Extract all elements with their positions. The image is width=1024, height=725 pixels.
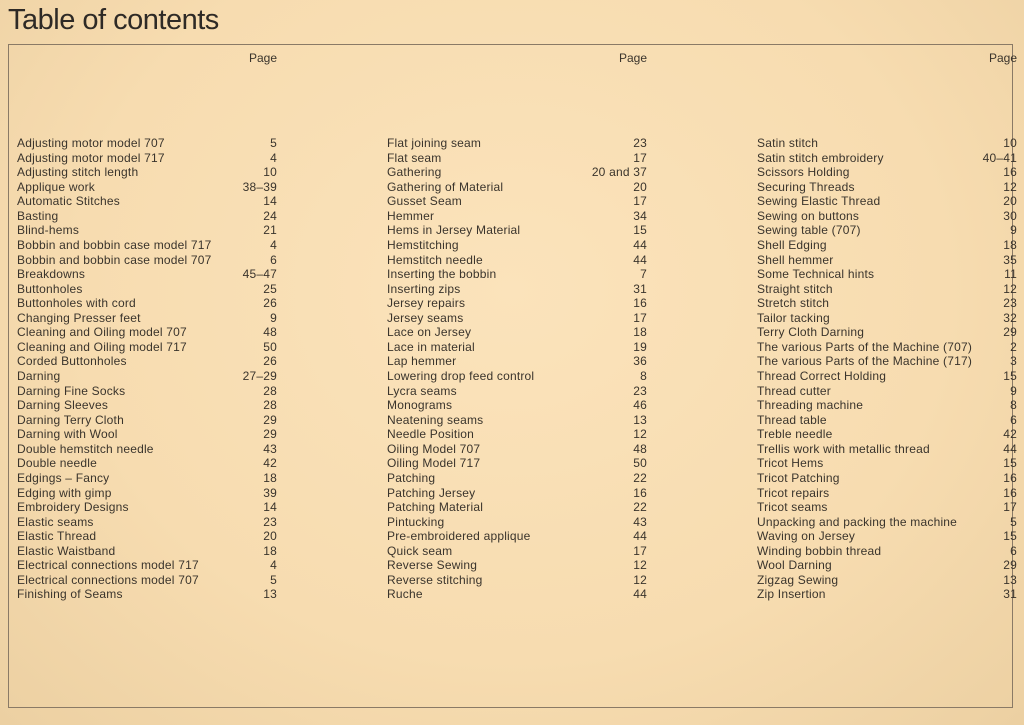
toc-entry-page: 2 bbox=[1010, 339, 1017, 354]
toc-entry-label: Gathering bbox=[387, 165, 442, 180]
toc-entry bbox=[17, 151, 277, 166]
toc-entry-page: 12 bbox=[633, 572, 647, 587]
toc-entry bbox=[387, 151, 647, 166]
toc-entry bbox=[17, 165, 277, 180]
toc-entry bbox=[757, 587, 1017, 602]
toc-entry-label: Pintucking bbox=[387, 514, 445, 529]
toc-entry-label: Inserting the bobbin bbox=[387, 267, 497, 282]
toc-entry-label: Darning bbox=[17, 369, 61, 383]
toc-entry-page: 20 bbox=[263, 529, 277, 544]
toc-entry bbox=[757, 209, 1017, 224]
toc-entry-label: Zip Insertion bbox=[757, 587, 826, 602]
toc-entry bbox=[757, 282, 1017, 297]
toc-entry bbox=[757, 500, 1017, 515]
toc-entry-page: 29 bbox=[1003, 325, 1017, 340]
toc-entry bbox=[387, 209, 647, 224]
toc-entry bbox=[17, 384, 277, 399]
toc-entry bbox=[17, 340, 277, 355]
toc-entry-label: Elastic seams bbox=[17, 514, 94, 529]
toc-entry-label: Neatening seams bbox=[387, 412, 484, 427]
toc-entry-page: 4 bbox=[270, 558, 277, 573]
toc-entry bbox=[757, 369, 1017, 384]
toc-entry-label: Stretch stitch bbox=[757, 296, 830, 311]
toc-entry bbox=[387, 486, 647, 501]
toc-entry bbox=[757, 486, 1017, 501]
toc-entry bbox=[17, 282, 277, 297]
toc-entry-page: 31 bbox=[633, 281, 647, 296]
toc-entry bbox=[387, 311, 647, 326]
toc-entry bbox=[387, 180, 647, 195]
toc-entry bbox=[17, 267, 277, 282]
toc-entry-label: Electrical connections model 717 bbox=[17, 558, 199, 573]
toc-entry-page: 17 bbox=[633, 150, 647, 165]
toc-entry-page: 18 bbox=[263, 470, 277, 485]
toc-entry-page: 8 bbox=[1010, 398, 1017, 413]
toc-entry-label: Waving on Jersey bbox=[757, 529, 856, 544]
toc-entry-label: Monograms bbox=[387, 398, 453, 413]
toc-entry-page: 17 bbox=[1003, 500, 1017, 515]
toc-entry-label: Edging with gimp bbox=[17, 485, 112, 500]
toc-entry-page: 6 bbox=[270, 252, 277, 267]
toc-entry-label: Patching Material bbox=[387, 500, 484, 515]
toc-entry bbox=[17, 325, 277, 340]
toc-entry-label: Blind-hems bbox=[17, 223, 80, 238]
toc-entry bbox=[17, 238, 277, 253]
toc-entry-label: Breakdowns bbox=[17, 267, 86, 282]
toc-entry-label: Adjusting motor model 707 bbox=[17, 136, 165, 150]
toc-entry bbox=[757, 529, 1017, 544]
toc-entry bbox=[757, 180, 1017, 195]
toc-entry-label: Double hemstitch needle bbox=[17, 441, 154, 456]
toc-entry bbox=[757, 471, 1017, 486]
toc-entry-page: 18 bbox=[1003, 237, 1017, 252]
toc-entry-label: Scissors Holding bbox=[757, 165, 850, 180]
toc-entry-label: Ruche bbox=[387, 587, 423, 602]
toc-entry-label: Darning Fine Socks bbox=[17, 383, 126, 398]
toc-entry-page: 6 bbox=[1010, 412, 1017, 427]
toc-entry-label: Bobbin and bobbin case model 717 bbox=[17, 237, 212, 252]
page-title: Table of contents bbox=[8, 4, 219, 36]
toc-entry-page: 13 bbox=[263, 587, 277, 602]
toc-entry-label: Sewing Elastic Thread bbox=[757, 194, 881, 209]
toc-entry-label: Securing Threads bbox=[757, 179, 855, 194]
contents-frame bbox=[8, 44, 1017, 708]
toc-entry-page: 20 bbox=[1003, 194, 1017, 209]
toc-entry-page: 11 bbox=[1004, 267, 1017, 282]
entry-list bbox=[17, 136, 277, 602]
toc-entry-label: Flat joining seam bbox=[387, 136, 482, 150]
toc-entry bbox=[757, 573, 1017, 588]
toc-entry bbox=[17, 456, 277, 471]
toc-entry bbox=[387, 398, 647, 413]
toc-entry-label: Jersey seams bbox=[387, 310, 464, 325]
toc-entry bbox=[17, 515, 277, 530]
toc-entry bbox=[757, 515, 1017, 530]
toc-entry-label: Tailor tacking bbox=[757, 310, 830, 325]
toc-entry-label: Cleaning and Oiling model 717 bbox=[17, 339, 187, 354]
toc-entry-label: Sewing on buttons bbox=[757, 208, 860, 223]
toc-entry-label: Quick seam bbox=[387, 543, 453, 558]
toc-entry-page: 15 bbox=[1003, 369, 1017, 383]
toc-entry-label: Terry Cloth Darning bbox=[757, 325, 865, 340]
toc-entry-label: Hems in Jersey Material bbox=[387, 223, 521, 238]
toc-entry-page: 16 bbox=[1003, 165, 1017, 180]
toc-entry-label: Buttonholes with cord bbox=[17, 296, 136, 311]
toc-entry bbox=[387, 515, 647, 530]
toc-entry bbox=[757, 442, 1017, 457]
toc-entry-label: Threading machine bbox=[757, 398, 864, 413]
toc-entry bbox=[757, 194, 1017, 209]
toc-entry bbox=[17, 209, 277, 224]
toc-entry bbox=[757, 427, 1017, 442]
toc-entry bbox=[17, 253, 277, 268]
toc-entry-page: 29 bbox=[1003, 558, 1017, 573]
toc-entry-label: The various Parts of the Machine (717) bbox=[757, 354, 973, 369]
toc-entry-label: Sewing table (707) bbox=[757, 223, 861, 238]
toc-entry bbox=[757, 325, 1017, 340]
toc-entry-page: 25 bbox=[263, 281, 277, 296]
toc-entry-label: Double needle bbox=[17, 456, 97, 471]
toc-entry bbox=[387, 442, 647, 457]
toc-entry-label: Edgings – Fancy bbox=[17, 470, 110, 485]
toc-entry-label: Zigzag Sewing bbox=[757, 572, 839, 587]
toc-entry bbox=[757, 456, 1017, 471]
toc-entry-label: Gathering of Material bbox=[387, 179, 504, 194]
toc-entry-label: Pre-embroidered applique bbox=[387, 529, 531, 544]
toc-entry bbox=[757, 223, 1017, 238]
toc-entry-page: 43 bbox=[263, 441, 277, 456]
toc-entry bbox=[17, 558, 277, 573]
toc-entry bbox=[387, 136, 647, 151]
toc-entry bbox=[387, 529, 647, 544]
toc-entry-page: 31 bbox=[1003, 587, 1017, 602]
toc-entry-page: 12 bbox=[633, 558, 647, 573]
toc-entry-label: Adjusting motor model 717 bbox=[17, 150, 165, 165]
toc-entry bbox=[17, 180, 277, 195]
contents-column-1 bbox=[17, 45, 277, 707]
toc-entry-label: Corded Buttonholes bbox=[17, 354, 127, 369]
toc-entry bbox=[387, 384, 647, 399]
toc-entry bbox=[387, 471, 647, 486]
toc-entry-page: 15 bbox=[1003, 529, 1017, 544]
toc-entry-page: 50 bbox=[263, 339, 277, 354]
toc-entry bbox=[17, 587, 277, 602]
toc-entry-page: 44 bbox=[633, 587, 647, 602]
toc-entry-page: 3 bbox=[1010, 354, 1017, 369]
toc-entry-page: 30 bbox=[1003, 208, 1017, 223]
page-column-header: Page bbox=[618, 51, 647, 65]
toc-entry-label: Straight stitch bbox=[757, 281, 833, 296]
toc-entry bbox=[387, 500, 647, 515]
toc-entry-page: 19 bbox=[633, 339, 647, 354]
toc-entry bbox=[757, 544, 1017, 559]
toc-entry bbox=[387, 573, 647, 588]
toc-entry-label: Elastic Thread bbox=[17, 529, 97, 544]
toc-entry-page: 12 bbox=[633, 427, 647, 442]
toc-entry-page: 29 bbox=[263, 412, 277, 427]
toc-entry-label: Shell hemmer bbox=[757, 252, 834, 267]
toc-entry bbox=[387, 413, 647, 428]
toc-entry-label: Tricot repairs bbox=[757, 485, 830, 500]
toc-entry bbox=[17, 573, 277, 588]
toc-entry-page: 28 bbox=[263, 398, 277, 413]
toc-entry-label: Applique work bbox=[17, 179, 95, 194]
toc-entry-label: Tricot Hems bbox=[757, 456, 824, 471]
toc-entry bbox=[387, 354, 647, 369]
toc-entry-page: 36 bbox=[633, 354, 647, 369]
toc-entry-label: Gusset Seam bbox=[387, 194, 462, 209]
toc-entry bbox=[17, 136, 277, 151]
toc-entry-label: Lycra seams bbox=[387, 383, 457, 398]
page-column-header: Page bbox=[248, 51, 277, 65]
toc-entry bbox=[387, 194, 647, 209]
toc-entry-label: Darning with Wool bbox=[17, 427, 118, 442]
toc-entry-page: 5 bbox=[1010, 514, 1017, 529]
toc-entry-page: 23 bbox=[1003, 296, 1017, 311]
toc-entry-page: 26 bbox=[263, 296, 277, 311]
toc-entry-page: 44 bbox=[1003, 441, 1017, 456]
toc-entry-label: Reverse Sewing bbox=[387, 558, 478, 573]
toc-entry-page: 48 bbox=[263, 325, 277, 340]
toc-entry bbox=[387, 325, 647, 340]
toc-entry-label: Darning Terry Cloth bbox=[17, 412, 124, 427]
toc-entry-page: 23 bbox=[633, 136, 647, 150]
toc-entry-label: Oiling Model 707 bbox=[387, 441, 481, 456]
toc-entry bbox=[757, 558, 1017, 573]
toc-entry-page: 14 bbox=[263, 500, 277, 515]
toc-entry-label: Tricot Patching bbox=[757, 470, 840, 485]
toc-entry bbox=[387, 165, 647, 180]
toc-entry-page: 42 bbox=[263, 456, 277, 471]
toc-entry-page: 44 bbox=[633, 529, 647, 544]
toc-entry-page: 8 bbox=[640, 369, 647, 383]
toc-entry-page: 39 bbox=[263, 485, 277, 500]
toc-entry-page: 18 bbox=[633, 325, 647, 340]
toc-entry-label: Electrical connections model 707 bbox=[17, 572, 199, 587]
toc-entry-page: 15 bbox=[633, 223, 647, 238]
toc-entry-page: 14 bbox=[263, 194, 277, 209]
toc-entry bbox=[757, 398, 1017, 413]
toc-entry-page: 16 bbox=[633, 296, 647, 311]
toc-entry bbox=[757, 296, 1017, 311]
toc-entry-page: 50 bbox=[633, 456, 647, 471]
toc-entry bbox=[387, 544, 647, 559]
toc-entry-label: Flat seam bbox=[387, 150, 442, 165]
toc-entry-label: Basting bbox=[17, 208, 59, 223]
toc-entry-page: 9 bbox=[1010, 223, 1017, 238]
toc-entry-page: 27–29 bbox=[242, 369, 277, 383]
toc-entry-page: 6 bbox=[1010, 543, 1017, 558]
toc-entry-label: Adjusting stitch length bbox=[17, 165, 139, 180]
toc-entry-label: Trellis work with metallic thread bbox=[757, 441, 930, 456]
toc-entry-label: Thread cutter bbox=[757, 383, 831, 398]
toc-entry bbox=[757, 267, 1017, 282]
toc-entry bbox=[387, 369, 647, 384]
toc-entry-label: Satin stitch embroidery bbox=[757, 150, 884, 165]
toc-entry-page: 17 bbox=[633, 310, 647, 325]
toc-entry bbox=[757, 165, 1017, 180]
toc-entry-label: Winding bobbin thread bbox=[757, 543, 882, 558]
toc-entry-page: 5 bbox=[270, 572, 277, 587]
toc-entry bbox=[757, 136, 1017, 151]
toc-entry-label: Inserting zips bbox=[387, 281, 461, 296]
toc-entry-page: 20 and 37 bbox=[591, 165, 647, 180]
toc-entry bbox=[387, 253, 647, 268]
toc-entry bbox=[757, 340, 1017, 355]
toc-entry-page: 46 bbox=[633, 398, 647, 413]
toc-entry-page: 16 bbox=[633, 485, 647, 500]
toc-entry-label: Thread Correct Holding bbox=[757, 369, 887, 383]
toc-entry-label: Unpacking and packing the machine bbox=[757, 514, 958, 529]
toc-entry bbox=[757, 238, 1017, 253]
toc-entry-page: 29 bbox=[263, 427, 277, 442]
toc-entry-label: Hemstitching bbox=[387, 237, 459, 252]
toc-entry-page: 32 bbox=[1003, 310, 1017, 325]
toc-entry bbox=[17, 500, 277, 515]
toc-entry-label: Thread table bbox=[757, 412, 827, 427]
toc-entry-label: The various Parts of the Machine (707) bbox=[757, 339, 973, 354]
toc-entry bbox=[387, 238, 647, 253]
toc-entry bbox=[17, 354, 277, 369]
toc-entry-page: 21 bbox=[263, 223, 277, 238]
toc-entry-page: 12 bbox=[1003, 179, 1017, 194]
toc-entry-page: 24 bbox=[263, 208, 277, 223]
toc-entry-page: 43 bbox=[633, 514, 647, 529]
toc-entry bbox=[757, 311, 1017, 326]
toc-entry bbox=[17, 544, 277, 559]
contents-column-3 bbox=[757, 45, 1017, 707]
toc-entry bbox=[387, 456, 647, 471]
toc-entry-page: 45–47 bbox=[242, 267, 277, 282]
toc-entry-page: 35 bbox=[1003, 252, 1017, 267]
toc-entry-page: 22 bbox=[633, 500, 647, 515]
toc-entry-label: Darning Sleeves bbox=[17, 398, 109, 413]
toc-entry-page: 16 bbox=[1003, 485, 1017, 500]
toc-entry bbox=[17, 529, 277, 544]
toc-entry-label: Lowering drop feed control bbox=[387, 369, 535, 383]
toc-entry-page: 42 bbox=[1003, 427, 1017, 442]
toc-entry-label: Wool Darning bbox=[757, 558, 832, 573]
toc-entry bbox=[17, 311, 277, 326]
toc-entry-page: 7 bbox=[640, 267, 647, 282]
toc-entry-page: 17 bbox=[633, 194, 647, 209]
toc-entry-label: Elastic Waistband bbox=[17, 543, 116, 558]
toc-entry bbox=[17, 369, 277, 384]
toc-entry-page: 13 bbox=[1003, 572, 1017, 587]
toc-entry-page: 4 bbox=[270, 150, 277, 165]
toc-entry-label: Jersey repairs bbox=[387, 296, 466, 311]
toc-entry bbox=[757, 253, 1017, 268]
toc-entry bbox=[17, 413, 277, 428]
toc-entry-label: Lace on Jersey bbox=[387, 325, 472, 340]
toc-entry-page: 13 bbox=[633, 412, 647, 427]
toc-entry bbox=[17, 194, 277, 209]
toc-entry-page: 17 bbox=[633, 543, 647, 558]
toc-entry-page: 9 bbox=[1010, 383, 1017, 398]
toc-entry-label: Hemmer bbox=[387, 208, 435, 223]
toc-entry-page: 15 bbox=[1003, 456, 1017, 471]
toc-entry bbox=[17, 296, 277, 311]
toc-entry-page: 12 bbox=[1003, 281, 1017, 296]
toc-entry-page: 38–39 bbox=[242, 179, 277, 194]
toc-entry-label: Some Technical hints bbox=[757, 267, 875, 282]
toc-entry bbox=[387, 587, 647, 602]
toc-entry-label: Finishing of Seams bbox=[17, 587, 123, 602]
toc-entry-page: 40–41 bbox=[982, 150, 1017, 165]
toc-entry-page: 23 bbox=[633, 383, 647, 398]
toc-entry-label: Automatic Stitches bbox=[17, 194, 120, 209]
toc-entry-label: Satin stitch bbox=[757, 136, 819, 150]
toc-entry-label: Hemstitch needle bbox=[387, 252, 483, 267]
entry-list bbox=[387, 136, 647, 602]
toc-entry bbox=[387, 282, 647, 297]
toc-entry bbox=[17, 486, 277, 501]
toc-entry-page: 26 bbox=[263, 354, 277, 369]
toc-entry-page: 48 bbox=[633, 441, 647, 456]
entry-list bbox=[757, 136, 1017, 602]
toc-entry bbox=[17, 471, 277, 486]
toc-entry-label: Reverse stitching bbox=[387, 572, 483, 587]
toc-entry bbox=[387, 296, 647, 311]
toc-entry bbox=[387, 558, 647, 573]
toc-entry-page: 44 bbox=[633, 237, 647, 252]
toc-entry-label: Oiling Model 717 bbox=[387, 456, 481, 471]
toc-entry-label: Bobbin and bobbin case model 707 bbox=[17, 252, 212, 267]
contents-column-2 bbox=[387, 45, 647, 707]
toc-entry-page: 18 bbox=[263, 543, 277, 558]
toc-entry bbox=[757, 413, 1017, 428]
toc-entry-label: Buttonholes bbox=[17, 281, 83, 296]
toc-entry bbox=[387, 267, 647, 282]
toc-entry-label: Patching bbox=[387, 470, 436, 485]
toc-entry-label: Shell Edging bbox=[757, 237, 827, 252]
toc-entry-label: Needle Position bbox=[387, 427, 475, 442]
toc-entry-page: 5 bbox=[270, 136, 277, 150]
toc-entry bbox=[17, 398, 277, 413]
toc-entry-label: Lap hemmer bbox=[387, 354, 457, 369]
toc-entry-label: Tricot seams bbox=[757, 500, 828, 515]
page-column-header: Page bbox=[988, 51, 1017, 65]
toc-entry-page: 22 bbox=[633, 470, 647, 485]
toc-entry-page: 16 bbox=[1003, 470, 1017, 485]
toc-entry bbox=[757, 151, 1017, 166]
toc-entry-page: 20 bbox=[633, 179, 647, 194]
toc-entry-label: Cleaning and Oiling model 707 bbox=[17, 325, 187, 340]
toc-entry-page: 23 bbox=[263, 514, 277, 529]
toc-entry bbox=[757, 384, 1017, 399]
toc-entry bbox=[387, 340, 647, 355]
toc-entry bbox=[17, 427, 277, 442]
toc-entry-page: 10 bbox=[1003, 136, 1017, 150]
toc-entry-label: Embroidery Designs bbox=[17, 500, 129, 515]
toc-entry bbox=[17, 442, 277, 457]
toc-entry-page: 4 bbox=[270, 237, 277, 252]
toc-entry-label: Lace in material bbox=[387, 339, 475, 354]
toc-entry bbox=[387, 427, 647, 442]
toc-entry-page: 44 bbox=[633, 252, 647, 267]
toc-entry bbox=[387, 223, 647, 238]
toc-entry-label: Treble needle bbox=[757, 427, 833, 442]
toc-entry-page: 9 bbox=[270, 310, 277, 325]
toc-entry bbox=[757, 354, 1017, 369]
toc-entry-page: 34 bbox=[633, 208, 647, 223]
toc-entry-page: 10 bbox=[263, 165, 277, 180]
toc-entry-label: Changing Presser feet bbox=[17, 310, 141, 325]
toc-entry-page: 28 bbox=[263, 383, 277, 398]
toc-entry bbox=[17, 223, 277, 238]
toc-entry-label: Patching Jersey bbox=[387, 485, 476, 500]
